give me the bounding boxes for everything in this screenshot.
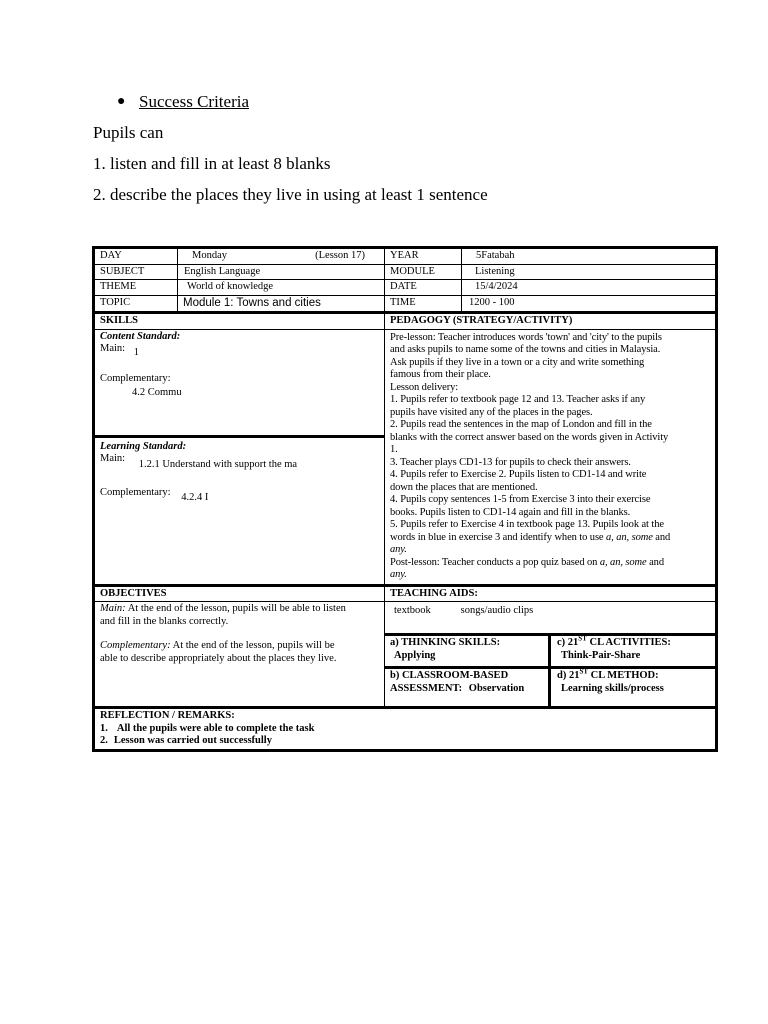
objective-comp-label: Complementary: xyxy=(100,640,171,651)
cl-activities-sup: ST xyxy=(578,634,587,643)
topic-label: TOPIC xyxy=(94,295,178,313)
year-label: YEAR xyxy=(385,248,462,265)
assessment-cell xyxy=(385,668,550,708)
subject-value: English Language xyxy=(184,265,261,277)
cl-method-cell xyxy=(550,668,717,708)
cl-method-sup: ST xyxy=(579,667,589,676)
objective-main-text1: At the end of the lesson, pupils will be able to listen xyxy=(125,603,346,614)
objective-main-label: Main: xyxy=(100,603,126,614)
objectives-header: OBJECTIVES xyxy=(94,585,385,602)
teaching-aid-1: textbook xyxy=(394,605,431,616)
learning-main-label: Main: xyxy=(100,453,126,464)
module-cell xyxy=(462,264,717,280)
pedagogy-line: Lesson delivery: xyxy=(390,381,459,393)
success-criteria-heading xyxy=(93,90,733,114)
pedagogy-line: down the places that are mentioned. xyxy=(390,481,538,493)
content-comp-value: 4.2 Commu xyxy=(132,387,182,398)
content-main-value: 1 xyxy=(133,347,139,358)
row-day xyxy=(94,248,717,265)
reflection-item-2 xyxy=(100,735,710,748)
row-skills-pedagogy xyxy=(94,329,717,585)
pedagogy-header: PEDAGOGY (STRATEGY/ACTIVITY) xyxy=(385,313,717,330)
pedagogy-emphasis: a, an, some xyxy=(599,556,647,568)
thinking-skills-cell xyxy=(385,635,550,668)
pedagogy-line: 2. Pupils read the sentences in the map of London and fill in the xyxy=(390,419,652,430)
pedagogy-line: and asks pupils to name some of the towns and cities in Malaysia. xyxy=(390,344,661,355)
day-label: DAY xyxy=(94,248,178,265)
criterion-1: 1. listen and fill in at least 8 blanks xyxy=(93,154,331,173)
pedagogy-emphasis: a, an, some xyxy=(606,531,653,543)
reflection-cell xyxy=(94,708,717,751)
theme-value: World of knowledge xyxy=(187,281,274,292)
content-main-row xyxy=(100,343,379,356)
row-objectives xyxy=(94,602,717,635)
objective-comp-text2: able to describe appropriately about the places they live. xyxy=(100,652,337,664)
year-value: 5Fatabah xyxy=(476,250,515,261)
pedagogy-line: 1. Pupils refer to textbook page 12 and 13. Teacher asks if any xyxy=(390,394,646,405)
pedagogy-text: Post-lesson: Teacher conducts a pop quiz based on xyxy=(390,556,600,568)
row-topic xyxy=(94,295,717,313)
time-value: 1200 - 100 xyxy=(469,296,515,308)
lesson-number: (Lesson 17) xyxy=(315,250,365,261)
content-standard-label: Content Standard: xyxy=(100,330,181,342)
objective-comp-text1: At the end of the lesson, pupils will be xyxy=(170,640,335,651)
pedagogy-text: and xyxy=(652,531,671,543)
topic-cell xyxy=(178,295,385,313)
learning-standard-label: Learning Standard: xyxy=(100,440,187,452)
pedagogy-line: pupils have visited any of the places in the pages. xyxy=(390,406,593,418)
objective-main-text2: and fill in the blanks correctly. xyxy=(100,615,229,627)
module-label: MODULE xyxy=(385,264,462,280)
row-subject xyxy=(94,264,717,280)
cl-method-label xyxy=(557,667,710,683)
row-theme xyxy=(94,280,717,296)
assessment-label-1: b) CLASSROOM-BASED xyxy=(390,670,509,681)
pedagogy-line-rich xyxy=(390,557,710,570)
learning-comp-row xyxy=(100,486,379,503)
pedagogy-line: blanks with the correct answer based on the words given in Activity xyxy=(390,431,669,443)
reflection-text: All the pupils were able to complete the task xyxy=(116,722,315,734)
cl-method-label-a: d) 21 xyxy=(557,670,580,681)
assessment-label-2: ASSESSMENT: xyxy=(390,682,463,694)
time-cell xyxy=(462,295,717,313)
pedagogy-line: 3. Teacher plays CD1-13 for pupils to check their answers. xyxy=(390,456,631,468)
row-headers xyxy=(94,313,717,330)
time-label: TIME xyxy=(385,295,462,313)
learning-comp-label: Complementary: xyxy=(100,486,171,498)
pedagogy-line: books. Pupils listen to CD1-14 again and fill in the blanks. xyxy=(390,506,631,518)
subject-label: SUBJECT xyxy=(94,264,178,280)
learning-standard-block xyxy=(95,438,384,575)
bullet-icon: ● xyxy=(117,94,126,109)
pedagogy-line: any. xyxy=(390,569,407,580)
assessment-value: Observation xyxy=(468,682,525,694)
thinking-skills-label: a) THINKING SKILLS: xyxy=(390,637,501,648)
reflection-item-1 xyxy=(100,723,710,736)
pedagogy-line: Ask pupils if they live in a town or a city and write something xyxy=(390,356,645,368)
pedagogy-line: any. xyxy=(390,544,407,555)
theme-label: THEME xyxy=(94,280,178,296)
pedagogy-cell xyxy=(385,329,717,585)
date-value: 15/4/2024 xyxy=(475,281,518,292)
theme-cell xyxy=(178,280,385,296)
content-standard-block xyxy=(95,330,384,438)
skills-cell xyxy=(94,329,385,585)
success-criteria-title: Success Criteria xyxy=(139,92,249,111)
subject-cell xyxy=(178,264,385,280)
year-cell xyxy=(462,248,717,265)
lesson-plan-table xyxy=(92,246,718,752)
thinking-skills-value: Applying xyxy=(394,649,436,661)
pedagogy-text: and xyxy=(646,556,664,568)
pedagogy-line: 5. Pupils refer to Exercise 4 in textbook page 13. Pupils look at the xyxy=(390,519,664,530)
cl-activities-value: Think-Pair-Share xyxy=(561,649,641,661)
module-value: Listening xyxy=(475,265,515,277)
pedagogy-line: 4. Pupils refer to Exercise 2. Pupils listen to CD1-14 and write xyxy=(390,469,647,480)
skills-header: SKILLS xyxy=(94,313,385,330)
learning-comp-value: 4.2.4 I xyxy=(181,491,209,503)
day-value: Monday xyxy=(192,250,227,261)
reflection-number: 2. xyxy=(100,735,108,746)
teaching-aids-header: TEACHING AIDS: xyxy=(385,585,717,602)
criteria-lead: Pupils can xyxy=(93,123,164,142)
cl-activities-label-b: CL ACTIVITIES: xyxy=(586,637,671,648)
pedagogy-text: words in blue in exercise 3 and identify when to use xyxy=(390,531,607,543)
teaching-aids-cell xyxy=(385,602,717,635)
topic-value: Module 1: Towns and cities xyxy=(183,296,321,309)
cl-activities-label-a: c) 21 xyxy=(557,637,579,648)
date-label: DATE xyxy=(385,280,462,296)
learning-main-row xyxy=(100,453,379,470)
row-reflection xyxy=(94,708,717,751)
reflection-number: 1. xyxy=(100,722,108,734)
row-objectives-header xyxy=(94,585,717,602)
day-cell xyxy=(178,248,385,265)
cl-method-label-b: CL METHOD: xyxy=(588,670,659,681)
objective-comp-line1 xyxy=(100,640,379,653)
reflection-header: REFLECTION / REMARKS: xyxy=(100,710,235,721)
cl-activities-label xyxy=(557,634,710,650)
teaching-aid-2: songs/audio clips xyxy=(460,605,534,616)
reflection-text: Lesson was carried out successfully xyxy=(113,735,272,746)
content-main-label: Main: xyxy=(100,343,126,354)
pedagogy-line: 1. xyxy=(390,444,398,455)
success-criteria-section xyxy=(93,90,733,207)
learning-main-value: 1.2.1 Understand with support the ma xyxy=(138,459,298,470)
date-cell xyxy=(462,280,717,296)
pedagogy-line: famous from their place. xyxy=(390,369,491,380)
content-comp-label: Complementary: xyxy=(100,372,171,384)
pedagogy-line-rich xyxy=(390,532,710,545)
cl-activities-cell xyxy=(550,635,717,668)
pedagogy-line: Pre-lesson: Teacher introduces words 'town' and 'city' to the pupils xyxy=(390,331,662,343)
cl-method-value: Learning skills/process xyxy=(561,682,664,694)
content-comp-row xyxy=(132,387,379,400)
criterion-2: 2. describe the places they live in using at least 1 sentence xyxy=(93,185,488,204)
objectives-cell xyxy=(94,602,385,708)
pedagogy-line: 4. Pupils copy sentences 1-5 from Exercise 3 into their exercise xyxy=(390,494,651,505)
objective-main-line1 xyxy=(100,603,379,616)
